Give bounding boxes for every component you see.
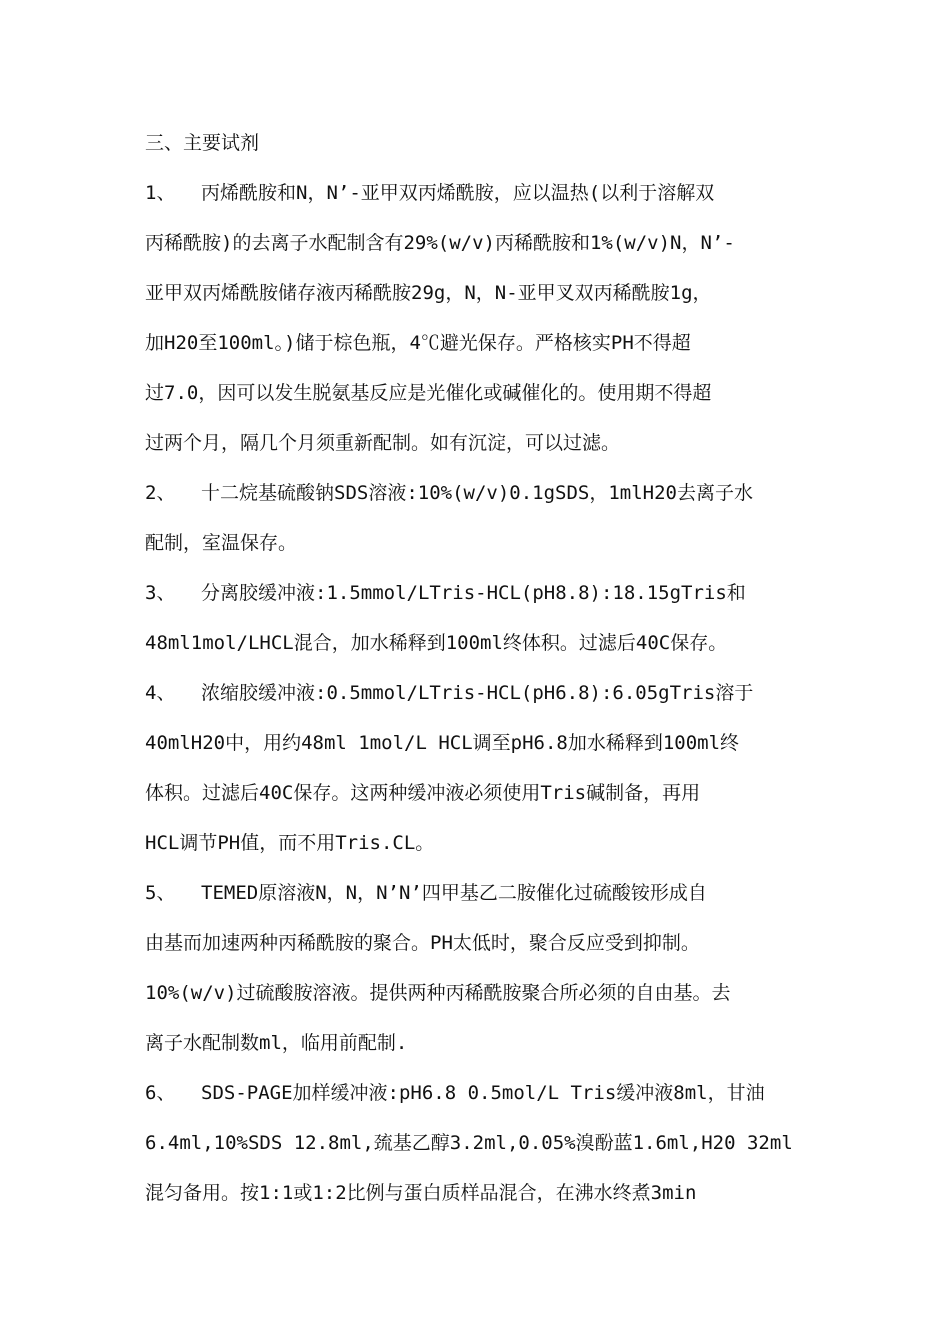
section-heading: 三、主要试剂 [145, 132, 260, 154]
item-number: 1、 [145, 182, 176, 204]
document-content [145, 118, 810, 1218]
item-line: 混匀备用。按1:1或1:2比例与蛋白质样品混合，在沸水终煮3min [145, 1182, 697, 1204]
item-text: TEMED原溶液N，N，N’N’四甲基乙二胺催化过硫酸铵形成自 [201, 882, 707, 904]
item-line: 10%(w/v)过硫酸胺溶液。提供两种丙稀酰胺聚合所必须的自由基。去 [145, 982, 731, 1004]
item-number: 6、 [145, 1082, 176, 1104]
item-line: 40mlH20中，用约48ml 1mol/L HCL调至pH6.8加水稀释到100ml终 [145, 732, 740, 754]
item-line: 48ml1mol/LHCL混合，加水稀释到100ml终体积。过滤后40C保存。 [145, 632, 728, 654]
item-line: 体积。过滤后40C保存。这两种缓冲液必须使用Tris碱制备，再用 [145, 782, 701, 804]
item-line [145, 868, 810, 918]
item-line: HCL调节PH值，而不用Tris.CL。 [145, 832, 435, 854]
item-text: 丙烯酰胺和N，N’-亚甲双丙烯酰胺，应以温热(以利于溶解双 [201, 182, 715, 204]
item-line: 由基而加速两种丙稀酰胺的聚合。PH太低时，聚合反应受到抑制。 [145, 932, 700, 954]
item-line [145, 468, 810, 518]
reagent-item-6 [145, 1068, 810, 1218]
item-number: 4、 [145, 682, 176, 704]
item-line: 加H20至100ml。)储于棕色瓶，4℃避光保存。严格核实PH不得超 [145, 332, 691, 354]
item-line: 6.4ml,10%SDS 12.8ml,巯基乙醇3.2ml,0.05%溴酚蓝1.6ml,H20 32ml [145, 1132, 793, 1154]
item-number: 3、 [145, 582, 176, 604]
item-line [145, 168, 810, 218]
item-text: 分离胶缓冲液:1.5mmol/LTris-HCL(pH8.8):18.15gTris和 [201, 582, 746, 604]
item-line [145, 668, 810, 718]
item-line: 过两个月，隔几个月须重新配制。如有沉淀，可以过滤。 [145, 432, 621, 454]
item-line: 过7.0，因可以发生脱氨基反应是光催化或碱催化的。使用期不得超 [145, 382, 712, 404]
reagent-item-5 [145, 868, 810, 1068]
item-line: 配制，室温保存。 [145, 532, 298, 554]
reagent-item-1 [145, 168, 810, 468]
reagent-item-2 [145, 468, 810, 568]
item-line [145, 568, 810, 618]
item-text: SDS-PAGE加样缓冲液:pH6.8 0.5mol/L Tris缓冲液8ml，甘油 [201, 1082, 765, 1104]
reagent-item-3 [145, 568, 810, 668]
item-line: 丙稀酰胺)的去离子水配制含有29%(w/v)丙稀酰胺和1%(w/v)N，N’- [145, 232, 735, 254]
item-number: 5、 [145, 882, 176, 904]
item-line [145, 1068, 810, 1118]
item-text: 十二烷基硫酸钠SDS溶液:10%(w/v)0.1gSDS，1mlH20去离子水 [201, 482, 753, 504]
item-text: 浓缩胶缓冲液:0.5mmol/LTris-HCL(pH6.8):6.05gTris溶于 [201, 682, 754, 704]
reagent-item-4 [145, 668, 810, 868]
item-line: 亚甲双丙烯酰胺储存液丙稀酰胺29g，N，N-亚甲叉双丙稀酰胺1g， [145, 282, 712, 304]
item-number: 2、 [145, 482, 176, 504]
item-line: 离子水配制数ml，临用前配制. [145, 1032, 408, 1054]
